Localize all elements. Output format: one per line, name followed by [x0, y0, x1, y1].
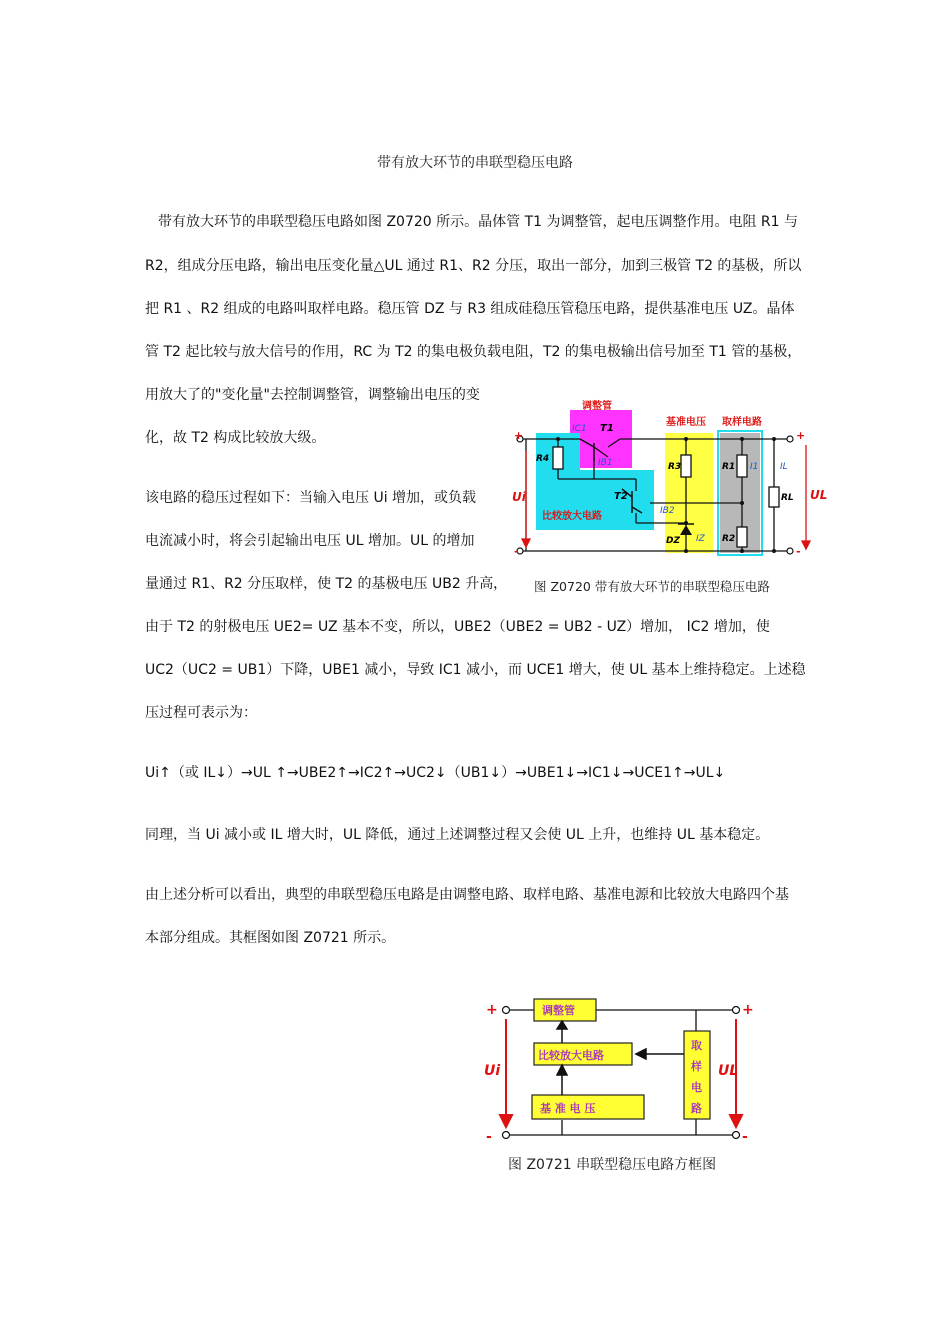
paragraph-line: 用放大了的"变化量"去控制调整管，调整输出电压的变 [145, 387, 480, 403]
figure1-caption: 图 Z0720 带有放大环节的串联型稳压电路 [534, 579, 770, 594]
output-minus-terminal [787, 548, 793, 554]
paragraph-line: 由上述分析可以看出，典型的串联型稳压电路是由调整电路、取样电路、基准电源和比较放大电路四个基 [145, 887, 789, 903]
figure2-caption: 图 Z0721 串联型稳压电路方框图 [508, 1157, 717, 1173]
label-t2: T2 [614, 491, 628, 502]
block-sampling-label-1: 取 [691, 1039, 702, 1052]
block-sampling-label-2: 样 [691, 1060, 702, 1073]
paragraph-line: 由于 T2 的射极电压 UE2= UZ 基本不变，所以，UBE2（UBE2 = UB2 - UZ）增加， IC2 增加，使 [145, 619, 770, 635]
label-ib2: IB2 [660, 506, 675, 516]
input-minus-terminal [503, 1132, 510, 1139]
input-plus-terminal [503, 1007, 510, 1014]
label-ui: Ui [484, 1063, 501, 1079]
resistor-r3 [681, 455, 691, 477]
resistor-r2 [737, 527, 747, 547]
label-ib1: IB1 [598, 458, 613, 468]
block-sampling-label-4: 路 [691, 1102, 702, 1115]
resistor-r1 [737, 455, 747, 477]
plus-sign-right: + [796, 429, 806, 442]
reference-label: 基准电压 [666, 417, 706, 428]
label-ul: UL [810, 488, 828, 502]
adjust-label: 调整管 [582, 401, 612, 412]
paragraph-line: R2，组成分压电路，输出电压变化量△UL 通过 R1、R2 分压，取出一部分，加到三极管 T2 的基极，所以 [145, 258, 802, 274]
label-r2: R2 [722, 534, 736, 544]
formula-line: Ui↑（或 IL↓）→UL ↑→UBE2↑→IC2↑→UC2↓（UB1↓）→UBE1↓→IC1↓→UCE1↑→UL↓ [145, 765, 726, 781]
label-rl: RL [781, 493, 794, 503]
label-r1: R1 [722, 462, 736, 472]
block-comparator-label: 比较放大电路 [538, 1049, 604, 1062]
paragraph-line: 本部分组成。其框图如图 Z0721 所示。 [145, 930, 396, 946]
paragraph-line: 把 R1 、R2 组成的电路叫取样电路。稳压管 DZ 与 R3 组成硅稳压管稳压电路，提供基准电压 UZ。晶体 [145, 301, 795, 317]
output-plus-terminal [787, 436, 793, 442]
output-minus-terminal [733, 1132, 740, 1139]
comparator-label: 比较放大电路 [542, 511, 602, 522]
label-r3: R3 [668, 462, 682, 472]
block-adjust-label: 调整管 [542, 1004, 575, 1017]
paragraph-line: 该电路的稳压过程如下：当输入电压 Ui 增加，或负载 [145, 490, 477, 506]
block-reference-label: 基 准 电 压 [540, 1102, 596, 1115]
output-plus-terminal [733, 1007, 740, 1014]
paragraph-line: 压过程可表示为： [145, 705, 257, 721]
paragraph-line: 同理，当 Ui 减小或 IL 增大时，UL 降低，通过上述调整过程又会使 UL 上升，也维持 UL 基本稳定。 [145, 827, 770, 843]
label-ul: UL [718, 1063, 739, 1079]
page-title: 带有放大环节的串联型稳压电路 [377, 155, 573, 171]
paragraph-line: 化，故 T2 构成比较放大级。 [145, 430, 326, 446]
paragraph-line: 量通过 R1、R2 分压取样，使 T2 的基极电压 UB2 升高， [145, 576, 508, 592]
minus-sign-right: - [796, 545, 801, 558]
label-ui: Ui [512, 490, 526, 504]
plus-sign-left: + [486, 1002, 498, 1018]
label-t1: T1 [600, 423, 614, 434]
label-r4: R4 [536, 454, 550, 464]
resistor-r4 [553, 447, 563, 469]
resistor-rl [769, 487, 779, 507]
minus-sign-left: - [514, 545, 519, 558]
label-iz: IZ [696, 534, 705, 544]
sampling-label: 取样电路 [722, 417, 762, 428]
figure-z0721-block-diagram [478, 995, 758, 1180]
minus-sign-left: - [486, 1129, 492, 1145]
paragraph-line: UC2（UC2 = UB1）下降，UBE1 减小，导致 IC1 减小，而 UCE1 增大，使 UL 基本上维持稳定。上述稳 [145, 662, 806, 678]
paragraph-line: 电流减小时，将会引起输出电压 UL 增加。UL 的增加 [145, 533, 475, 549]
block-sampling-label-3: 电 [691, 1081, 702, 1094]
plus-sign-left: + [514, 429, 524, 442]
paragraph-line: 管 T2 起比较与放大信号的作用，RC 为 T2 的集电极负载电阻，T2 的集电极输出信号加至 T1 管的基极， [145, 344, 802, 360]
plus-sign-right: + [742, 1002, 754, 1018]
paragraph-line: 带有放大环节的串联型稳压电路如图 Z0720 所示。晶体管 T1 为调整管，起电压调整作用。电阻 R1 与 [158, 214, 799, 230]
label-ic1: IC1 [572, 424, 587, 434]
label-dz: DZ [666, 536, 680, 546]
label-i1: I1 [750, 462, 759, 472]
figure-z0720-circuit [510, 395, 830, 600]
label-il: IL [780, 462, 788, 472]
minus-sign-right: - [742, 1129, 748, 1145]
